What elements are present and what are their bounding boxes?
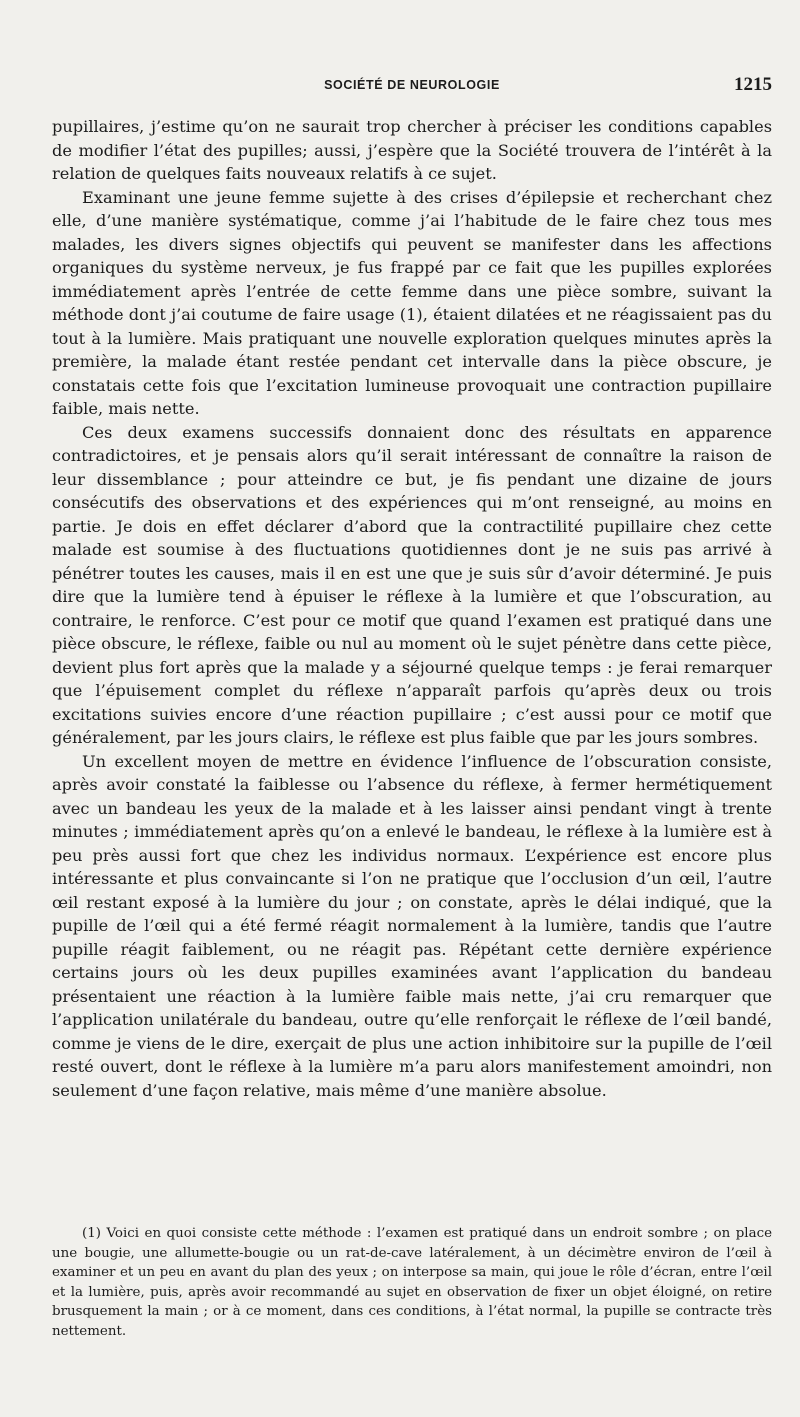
page-header (52, 74, 772, 96)
body-text (52, 115, 772, 1102)
footnote-text: (1) Voici en quoi consiste cette méthode : l’examen est pratiqué dans un endroit sombre ; on place une bougie, une allumette-bougie ou un rat-de-cave latéralement, à un décimètre environ de l’œil à examiner et un peu en avant du plan des yeux ; on interpose sa main, qui joue le rôle d’écran, entre l’œil et la lumière, puis, après avoir recommandé au sujet en observation de fixer un objet éloigné, on retire brusquement la main ; or à ce moment, dans ces conditions, à l’état normal, la pupille se contracte très nettement. (52, 1226, 772, 1339)
paragraph: Examinant une jeune femme sujette à des crises d’épilepsie et recherchant chez elle, d’une manière systématique, comme j’ai l’habitude de le faire chez tous mes malades, les divers signes objectifs qui peuvent se manifester dans les affections organiques du système nerveux, je fus frappé par ce fait que les pupilles explorées immédiatement après l’entrée de cette femme dans une pièce sombre, suivant la méthode dont j’ai coutume de faire usage (1), étaient dilatées et ne réagissaient pas du tout à la lumière. Mais pratiquant une nouvelle exploration quelques minutes après la première, la malade étant restée pendant cet intervalle dans la pièce obscure, je constatais cette fois que l’excitation lumineuse provoquait une contraction pupillaire faible, mais nette. (52, 187, 772, 418)
running-title: SOCIÉTÉ DE NEUROLOGIE (324, 78, 500, 92)
paragraph: Ces deux examens successifs donnaient donc des résultats en apparence contradictoires, et je pensais alors qu’il serait intéressant de connaître la raison de leur dissemblance ; pour atteindre ce but, je fis pendant une dizaine de jours consécutifs des observations et des expériences qui m’ont renseigné, au moins en partie. Je dois en effet déclarer d’abord que la contractilité pupillaire chez cette malade est soumise à des fluctuations quotidiennes dont je ne suis pas arrivé à pénétrer toutes les causes, mais il en est une que je suis sûr d’avoir déterminé. Je puis dire que la lumière tend à épuiser le réflexe à la lumière et que l’obscuration, au contraire, le renforce. C’est pour ce motif que quand l’examen est pratiqué dans une pièce obscure, le réflexe, faible ou nul au moment où le sujet pénètre dans cette pièce, devient plus fort après que la malade y a séjourné quelque temps : je ferai remarquer que l’épuisement complet du réflexe n’apparaît parfois qu’après deux ou trois excitations suivies encore d’une réaction pupillaire ; c’est aussi pour ce motif que généralement, par les jours clairs, le réflexe est plus faible que par les jours sombres. (52, 422, 772, 747)
page-number: 1215 (734, 74, 772, 95)
footnote (52, 1224, 772, 1341)
paragraph: pupillaires, j’estime qu’on ne saurait trop chercher à préciser les conditions capables de modifier l’état des pupilles; aussi, j’espère que la Société trouvera de l’intérêt à la relation de quelques faits nouveaux relatifs à ce sujet. (52, 117, 772, 183)
paragraph: Un excellent moyen de mettre en évidence l’influence de l’obscuration consiste, après avoir constaté la faiblesse ou l’absence du réflexe, à fermer hermétiquement avec un bandeau les yeux de la malade et à les laisser ainsi pendant vingt à trente minutes ; immédiatement après qu’on a enlevé le bandeau, le réflexe à la lumière est à peu près aussi fort que chez les individus normaux. L’expérience est encore plus intéressante et plus convaincante si l’on ne pratique que l’occlusion d’un œil, l’autre œil restant exposé à la lumière du jour ; on constate, après le délai indiqué, que la pupille de l’œil qui a été fermé réagit normalement à la lumière, tandis que l’autre pupille réagit faiblement, ou ne réagit pas. Répétant cette dernière expérience certains jours où les deux pupilles examinées avant l’application du bandeau présentaient une réaction à la lumière faible mais nette, j’ai cru remarquer que l’application unilatérale du bandeau, outre qu’elle renforçait le réflexe de l’œil bandé, comme je viens de le dire, exerçait de plus une action inhibitoire sur la pupille de l’œil resté ouvert, dont le réflexe à la lumière m’a paru alors manifestement amoindri, non seulement d’une façon relative, mais même d’une manière absolue. (52, 751, 772, 1100)
